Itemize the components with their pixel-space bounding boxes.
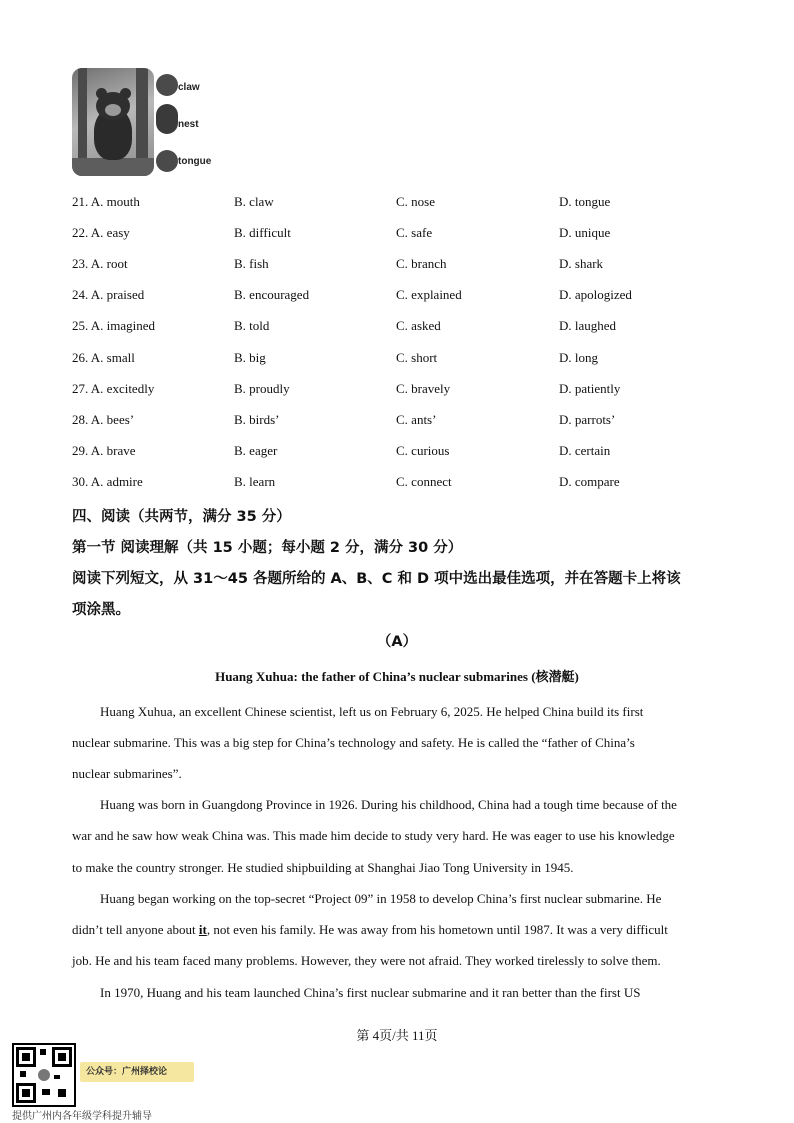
passage-title: Huang Xuhua: the father of China’s nuclear submarines (核潜艇) [215,669,579,684]
question-row [72,318,732,338]
question-row [72,412,732,432]
passage-line: In 1970, Huang and his team launched China’s first nuclear submarine and it ran better than the first US [100,985,641,1000]
option-b: B. told [234,318,270,333]
option-a: 28. A. bees’ [72,412,135,427]
passage-line: Huang Xuhua, an excellent Chinese scientist, left us on February 6, 2025. He helped China build its first [100,704,644,719]
option-b: B. proudly [234,381,290,396]
passage-line: job. He and his team faced many problems. However, they were not afraid. They worked tirelessly to solve them. [72,953,661,968]
option-a: 24. A. praised [72,287,145,302]
option-b: B. birds’ [234,412,280,427]
option-b: B. learn [234,474,276,489]
option-c: C. short [396,350,438,365]
option-a: 27. A. excitedly [72,381,155,396]
option-b: B. fish [234,256,269,271]
option-d: D. patiently [559,381,621,396]
option-d: D. compare [559,474,620,489]
passage-line: Huang was born in Guangdong Province in 1926. During his childhood, China had a tough time because of the [100,797,677,812]
question-row [72,225,732,245]
option-d: D. shark [559,256,604,271]
wechat-account-badge: 公众号：广州择校论 [80,1062,194,1082]
question-row [72,256,732,276]
bear-face [105,104,121,116]
passage-line: war and he saw how weak China was. This made him decide to study very hard. He was eager to use his knowledge [72,828,675,843]
passage-label: （A） [376,634,418,650]
option-b: B. difficult [234,225,291,240]
bear-photo [72,68,154,176]
passage-text: , not even his family. He was away from his hometown until 1987. It was a very difficult [206,922,668,937]
option-a: 21. A. mouth [72,194,140,209]
question-row [72,474,732,494]
option-d: D. certain [559,443,611,458]
option-a: 26. A. small [72,350,135,365]
option-c: C. branch [396,256,447,271]
claw-thumbnail [156,74,178,96]
option-a: 30. A. admire [72,474,143,489]
option-a: 29. A. brave [72,443,136,458]
option-d: D. unique [559,225,611,240]
option-c: C. nose [396,194,435,209]
figure-label: claw [178,82,200,93]
option-c: C. connect [396,474,452,489]
figure-label: nest [178,119,199,130]
option-b: B. big [234,350,266,365]
passage-line: nuclear submarine. This was a big step for China’s technology and safety. He is called the “father of China’s [72,735,635,750]
option-b: B. encouraged [234,287,310,302]
option-b: B. claw [234,194,274,209]
option-d: D. apologized [559,287,632,302]
page-number: 第 4页/共 11页 [356,1028,438,1043]
bear-figure [72,68,222,178]
passage-line [72,922,668,938]
option-c: C. explained [396,287,462,302]
option-a: 23. A. root [72,256,128,271]
forest-ground [72,158,154,176]
tongue-thumbnail [156,150,178,172]
option-d: D. laughed [559,318,617,333]
section-subtitle: 第一节 阅读理解（共 15 小题；每小题 2 分，满分 30 分） [72,540,463,556]
instruction-line: 项涂黑。 [72,602,130,618]
passage-line: Huang began working on the top-secret “Project 09” in 1958 to develop China’s first nuclear submarine. He [100,891,662,906]
option-a: 22. A. easy [72,225,130,240]
qr-code [12,1043,76,1107]
option-a: 25. A. imagined [72,318,156,333]
option-c: C. safe [396,225,433,240]
nest-thumbnail [156,104,178,134]
option-d: D. tongue [559,194,611,209]
passage-line: to make the country stronger. He studied shipbuilding at Shanghai Jiao Tong University in 1945. [72,860,574,875]
question-row [72,287,732,307]
option-d: D. parrots’ [559,412,616,427]
passage-line: nuclear submarines”. [72,766,182,781]
provider-text: 提供广州内各年级学科提升辅导 [12,1111,152,1122]
question-row [72,194,732,214]
underlined-word: it [198,922,207,937]
option-c: C. bravely [396,381,451,396]
option-c: C. ants’ [396,412,437,427]
question-row [72,350,732,370]
option-c: C. asked [396,318,441,333]
option-b: B. eager [234,443,278,458]
passage-text: didn’t tell anyone about [72,922,199,937]
question-row [72,443,732,463]
instruction-line: 阅读下列短文，从 31～45 各题所给的 A、B、C 和 D 项中选出最佳选项，并在答题卡上将该 [72,571,681,587]
section-title: 四、阅读（共两节，满分 35 分） [72,509,291,525]
option-c: C. curious [396,443,450,458]
figure-label: tongue [178,156,212,167]
option-d: D. long [559,350,598,365]
question-row [72,381,732,401]
